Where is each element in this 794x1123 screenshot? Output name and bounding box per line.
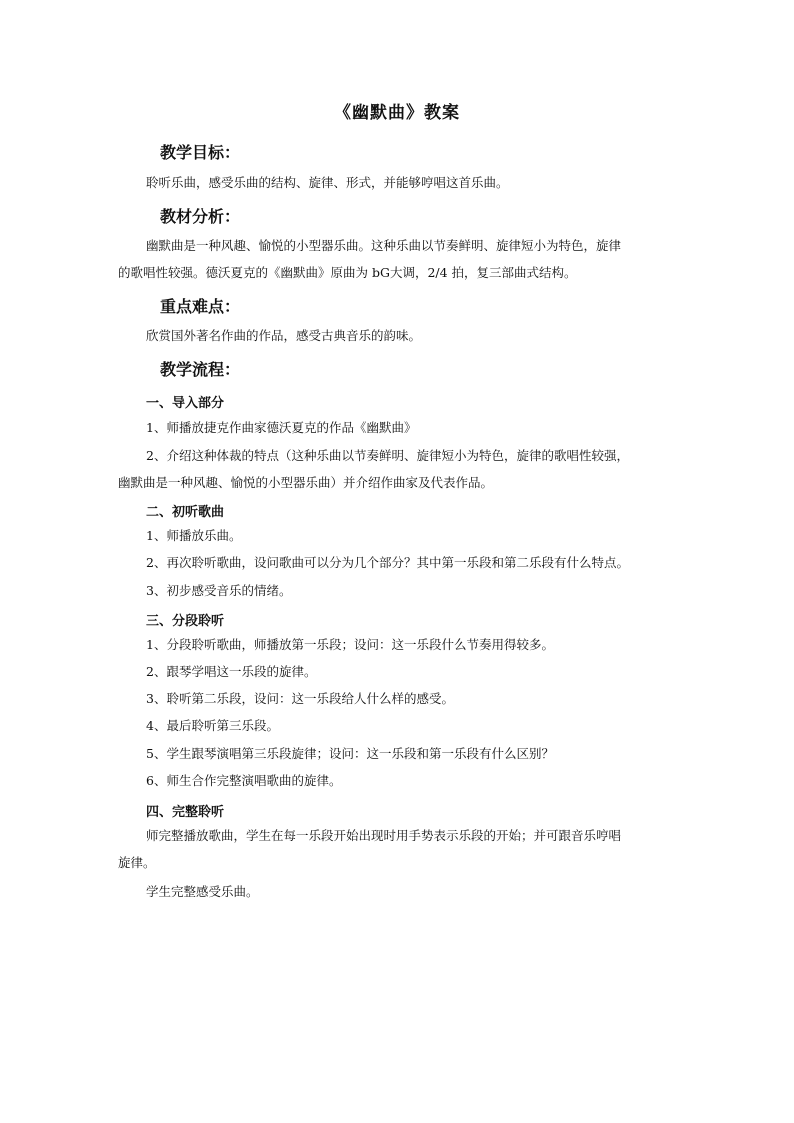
heading-teaching-flow: 教学流程：	[160, 360, 241, 379]
list-item: 4、最后聆听第三乐段。	[146, 718, 279, 733]
list-item: 1、分段聆听歌曲，师播放第一乐段；设问：这一乐段什么节奏用得较多。	[146, 637, 554, 652]
list-item: 6、师生合作完整演唱歌曲的旋律。	[146, 773, 342, 788]
paragraph-goals: 聆听乐曲，感受乐曲的结构、旋律、形式，并能够哼唱这首乐曲。	[146, 175, 509, 190]
heading-material-analysis: 教材分析：	[160, 207, 241, 226]
heading-part1: 一、导入部分	[146, 396, 225, 411]
heading-part2: 二、初听歌曲	[146, 505, 225, 520]
paragraph-part4-line2: 旋律。	[118, 855, 156, 870]
document-title: 《幽默曲》教案	[334, 103, 460, 123]
paragraph-analysis-line2: 的歌唱性较强。德沃夏克的《幽默曲》原曲为 bG大调，2/4 拍，复三部曲式结构。	[118, 265, 577, 280]
list-item: 2、介绍这种体裁的特点（这种乐曲以节奏鲜明、旋律短小为特色，旋律的歌唱性较强，	[146, 448, 629, 463]
list-item: 5、学生跟琴演唱第三乐段旋律；设问：这一乐段和第一乐段有什么区别？	[146, 746, 554, 761]
paragraph-key-points: 欣赏国外著名作曲的作品，感受古典音乐的韵味。	[146, 328, 422, 343]
paragraph-part4-line1: 师完整播放歌曲，学生在每一乐段开始出现时用手势表示乐段的开始；并可跟音乐哼唱	[146, 828, 622, 843]
list-item: 3、初步感受音乐的情绪。	[146, 583, 292, 598]
list-item-continued: 幽默曲是一种风趣、愉悦的小型器乐曲）并介绍作曲家及代表作品。	[118, 475, 494, 490]
paragraph-part4-summary: 学生完整感受乐曲。	[146, 884, 259, 899]
list-item: 2、再次聆听歌曲，设问歌曲可以分为几个部分？其中第一乐段和第二乐段有什么特点。	[146, 555, 629, 570]
heading-part3: 三、分段聆听	[146, 614, 225, 629]
heading-teaching-goals: 教学目标：	[160, 143, 241, 162]
list-item: 2、跟琴学唱这一乐段的旋律。	[146, 664, 317, 679]
list-item: 3、聆听第二乐段，设问：这一乐段给人什么样的感受。	[146, 691, 454, 706]
heading-part4: 四、完整聆听	[146, 805, 225, 820]
list-item: 1、师播放乐曲。	[146, 528, 242, 543]
list-item: 1、师播放捷克作曲家德沃夏克的作品《幽默曲》	[146, 420, 417, 435]
heading-key-points: 重点难点：	[160, 297, 241, 316]
paragraph-analysis-line1: 幽默曲是一种风趣、愉悦的小型器乐曲。这种乐曲以节奏鲜明、旋律短小为特色，旋律	[146, 238, 622, 253]
